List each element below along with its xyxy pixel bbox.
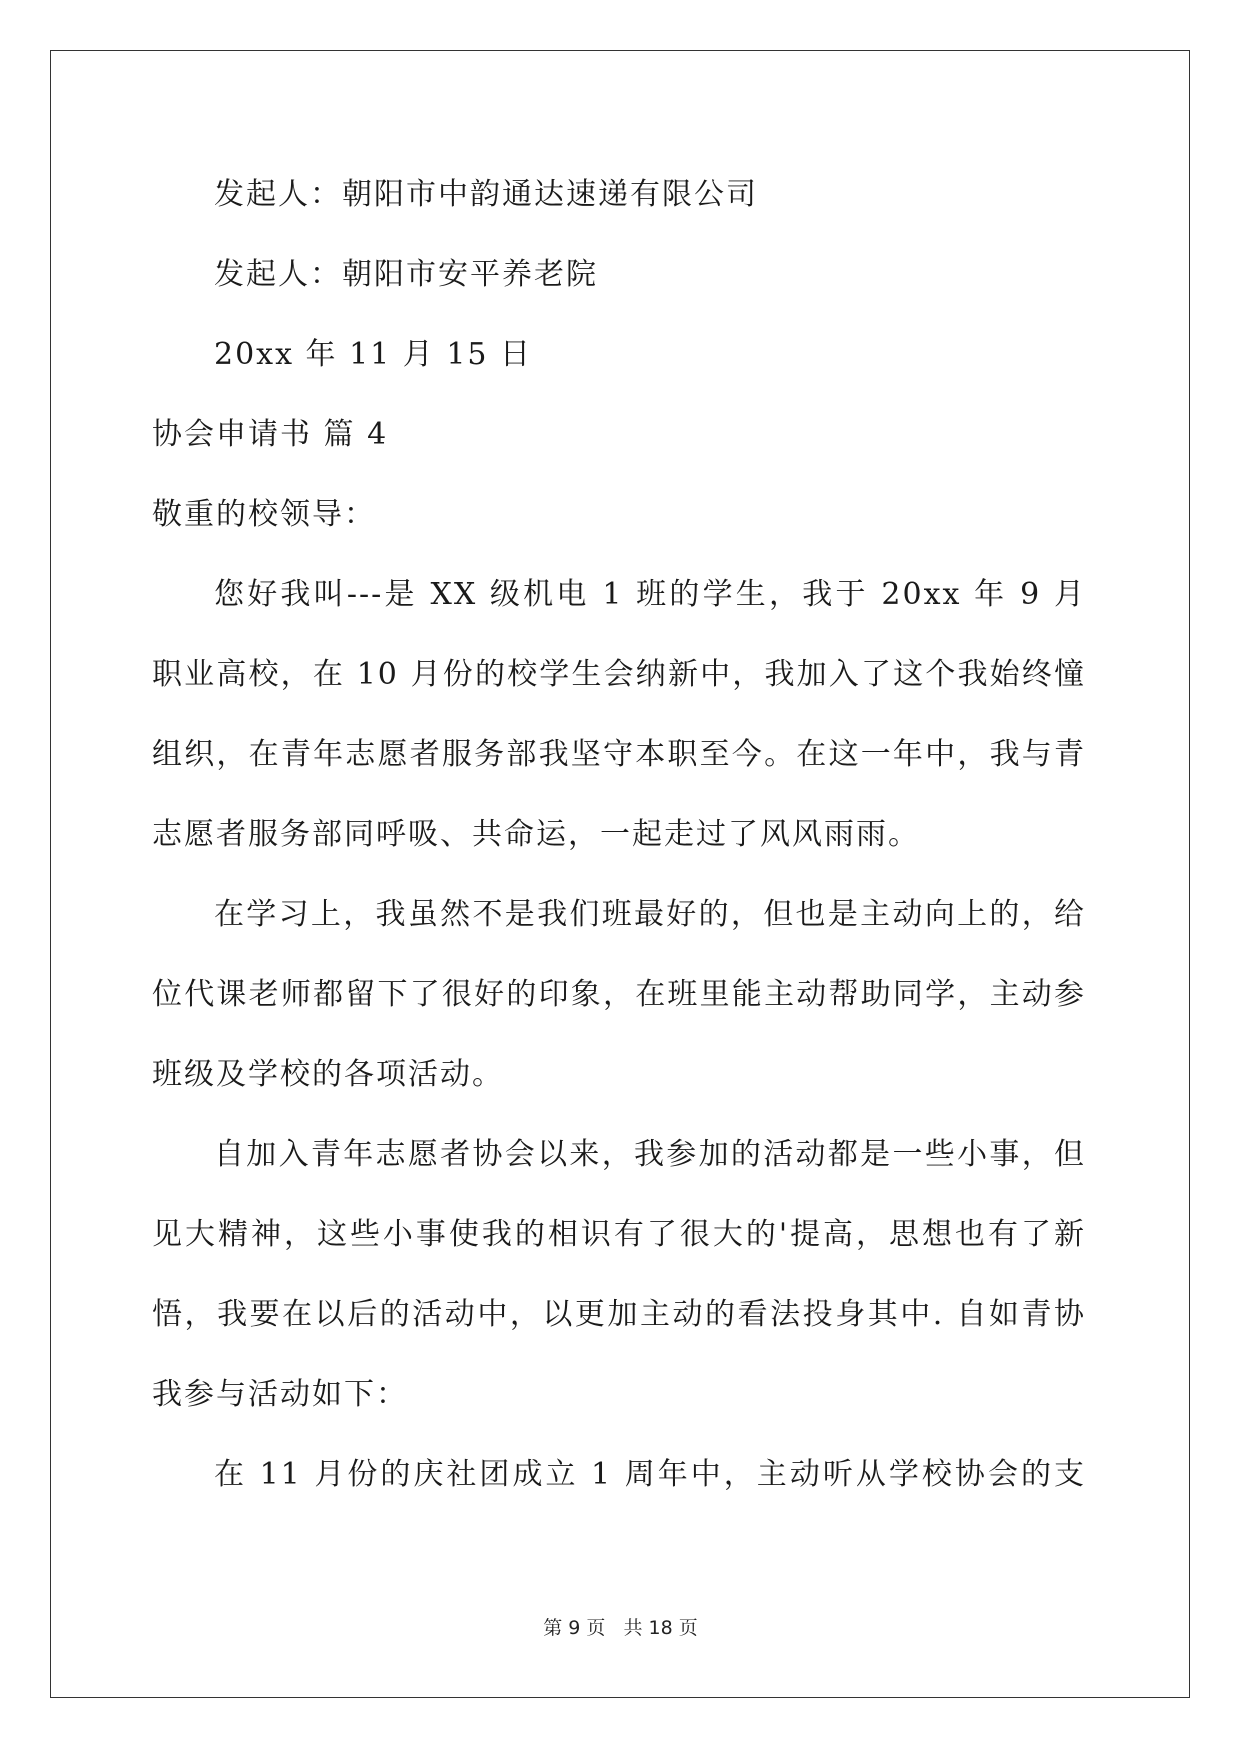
text-line: 20xx 年 11 月 15 日 xyxy=(214,337,533,372)
text-line: 悟，我要在以后的活动中，以更加主动的看法投身其中. 自如青协 xyxy=(152,1297,1086,1332)
text-line: 职业高校，在 10 月份的校学生会纳新中，我加入了这个我始终憧 xyxy=(152,657,1086,692)
text-line: 您好我叫---是 XX 级机电 1 班的学生，我于 20xx 年 9 月 xyxy=(214,577,1086,612)
document-body xyxy=(152,155,1086,1515)
text-line: 协会申请书 篇 4 xyxy=(152,417,389,452)
text-line: 敬重的校领导： xyxy=(152,497,376,532)
page-footer xyxy=(0,1613,1241,1640)
text-line: 在学习上，我虽然不是我们班最好的，但也是主动向上的，给 xyxy=(214,897,1086,932)
text-line: 发起人：朝阳市安平养老院 xyxy=(214,257,598,292)
text-line: 位代课老师都留下了很好的印象，在班里能主动帮助同学，主动参 xyxy=(152,977,1086,1012)
text-line: 组织，在青年志愿者服务部我坚守本职至今。在这一年中，我与青 xyxy=(152,737,1086,772)
text-line: 班级及学校的各项活动。 xyxy=(152,1057,504,1092)
text-line: 我参与活动如下： xyxy=(152,1377,408,1412)
page-total: 共 18 页 xyxy=(623,1617,698,1639)
text-line: 见大精神，这些小事使我的相识有了很大的'提高，思想也有了新 xyxy=(152,1217,1086,1252)
text-line: 志愿者服务部同呼吸、共命运，一起走过了风风雨雨。 xyxy=(152,817,920,852)
text-line: 发起人：朝阳市中韵通达速递有限公司 xyxy=(214,177,758,212)
text-line: 自加入青年志愿者协会以来，我参加的活动都是一些小事，但 xyxy=(214,1137,1086,1172)
text-line: 在 11 月份的庆社团成立 1 周年中，主动听从学校协会的支 xyxy=(214,1457,1086,1492)
page-number: 第 9 页 xyxy=(543,1617,606,1639)
